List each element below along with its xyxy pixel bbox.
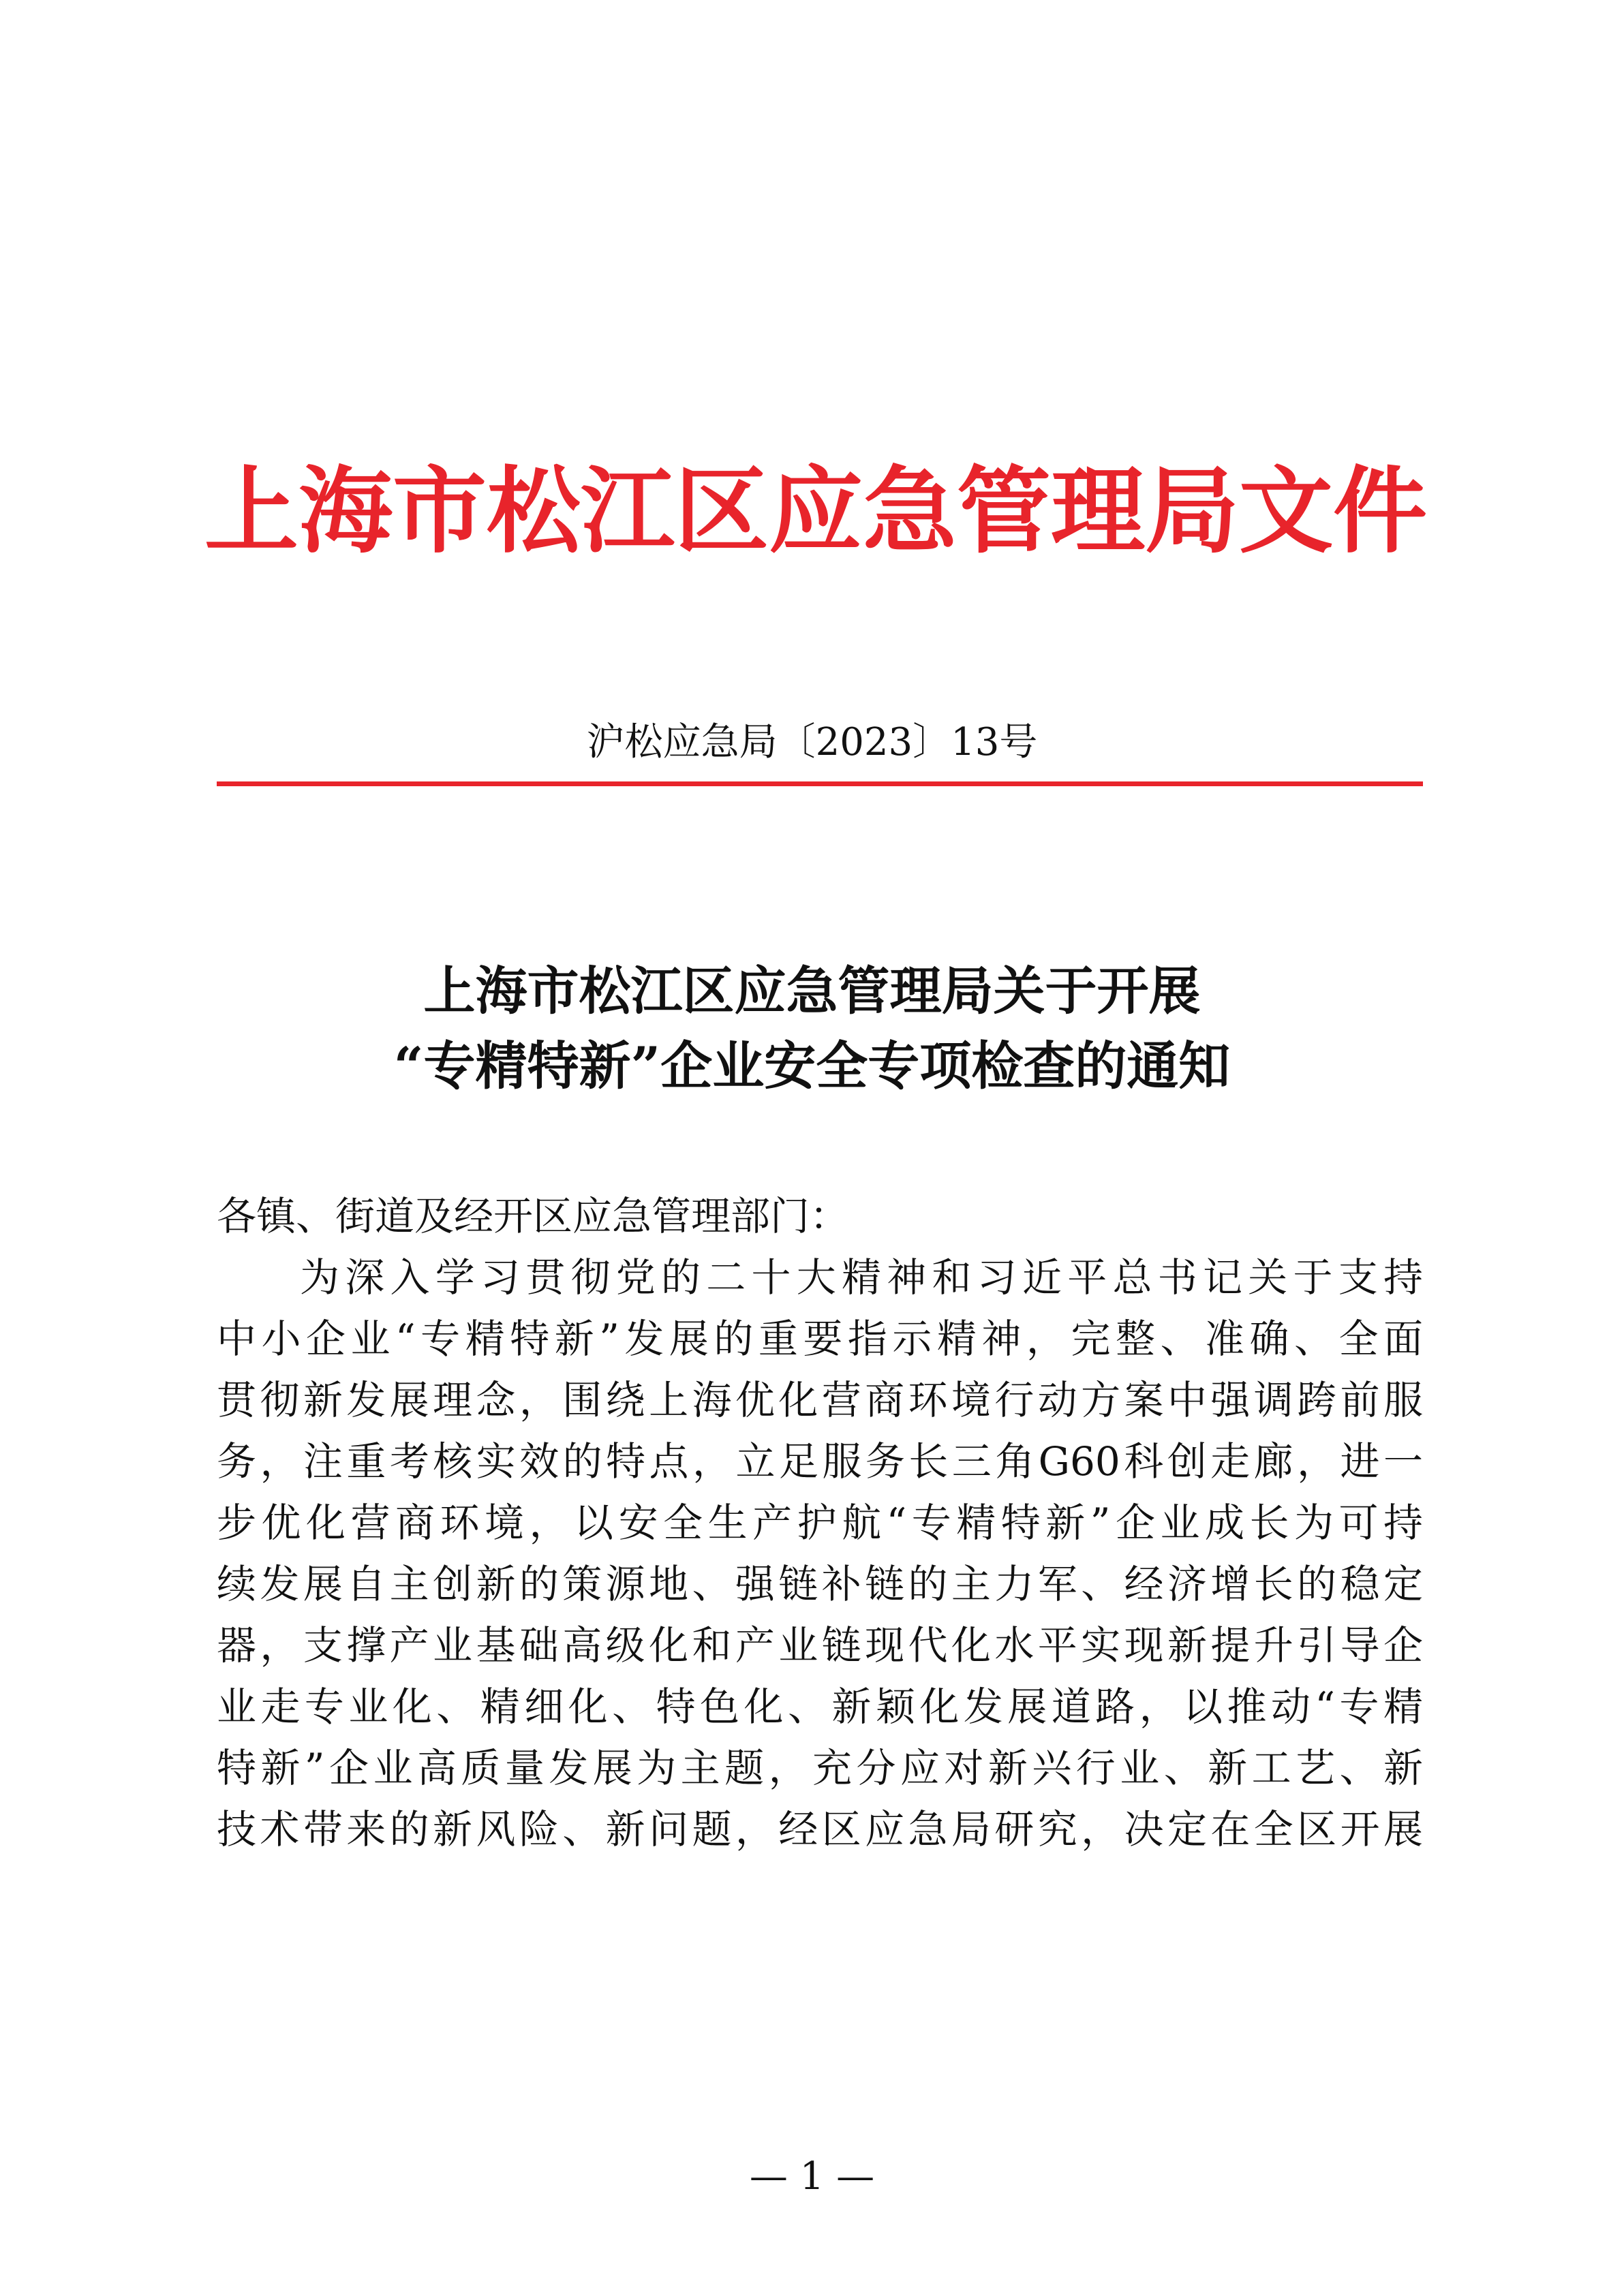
body-line: 中小企业“专精特新”发展的重要指示精神，完整、准确、全面	[217, 1316, 1423, 1362]
body-line: 续发展自主创新的策源地、强链补链的主力军、经济增长的稳定	[217, 1561, 1423, 1607]
body-line: 特新”企业高质量发展为主题，充分应对新兴行业、新工艺、新	[217, 1745, 1423, 1791]
body-line: 贯彻新发展理念，围绕上海优化营商环境行动方案中强调跨前服	[217, 1377, 1423, 1423]
document-number: 沪松应急局〔2023〕13号	[586, 720, 1038, 764]
page-number: — 1 —	[749, 2154, 875, 2199]
salutation: 各镇、街道及经开区应急管理部门：	[217, 1193, 850, 1239]
red-separator-line	[217, 781, 1423, 786]
masthead-title: 上海市松江区应急管理局文件	[204, 455, 1428, 566]
body-line: 务，注重考核实效的特点，立足服务长三角G60科创走廊，进一	[217, 1438, 1423, 1485]
document-title-line-1: 上海市松江区应急管理局关于开展	[423, 961, 1201, 1021]
body-line: 为深入学习贯彻党的二十大精神和习近平总书记关于支持	[300, 1254, 1423, 1301]
document-title-line-2: “专精特新”企业安全专项检查的通知	[393, 1036, 1231, 1096]
body-line: 技术带来的新风险、新问题，经区应急局研究，决定在全区开展	[217, 1806, 1423, 1852]
body-line: 器，支撑产业基础高级化和产业链现代化水平实现新提升引导企	[217, 1622, 1423, 1669]
body-line: 步优化营商环境，以安全生产护航“专精特新”企业成长为可持	[217, 1500, 1423, 1546]
body-line: 业走专业化、精细化、特色化、新颖化发展道路，以推动“专精	[217, 1684, 1423, 1730]
